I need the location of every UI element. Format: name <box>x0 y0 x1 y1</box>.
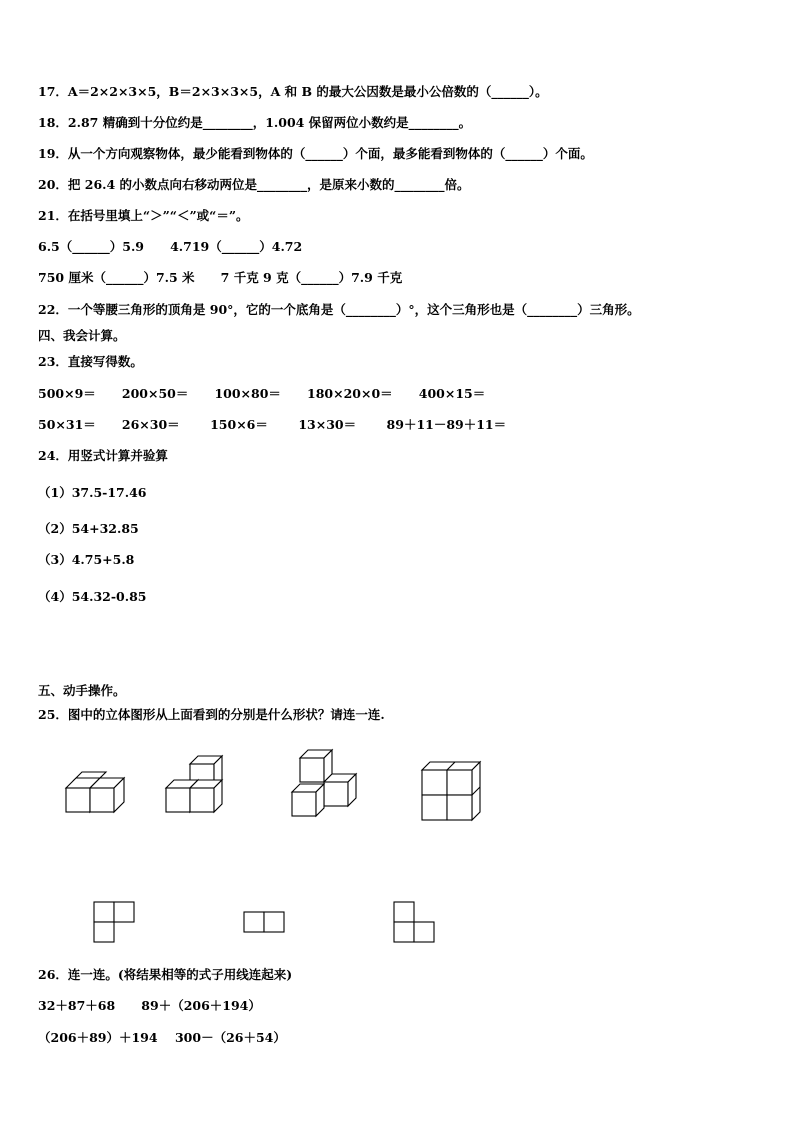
question-20: 20．把 26.4 的小数点向右移动两位是________，是原来小数的________倍。 <box>38 177 470 192</box>
cube-top <box>300 750 332 782</box>
section-5-heading: 五、动手操作。 <box>38 683 126 698</box>
cube-figure-3 <box>290 748 360 820</box>
section-4-heading: 四、我会计算。 <box>38 328 126 343</box>
cube-front-right-top <box>447 770 472 795</box>
question-24-item-2: （2）54+32.85 <box>38 521 139 536</box>
cube-figure-1 <box>60 768 130 816</box>
cube-front-left-top <box>422 770 447 795</box>
cube-figure-4 <box>420 760 484 826</box>
question-21: 21．在括号里填上“＞”“＜”或“＝”。 <box>38 208 249 223</box>
question-26: 26．连一连。(将结果相等的式子用线连起来) <box>38 967 293 982</box>
question-24: 24．用竖式计算并验算 <box>38 448 168 463</box>
cube-right <box>90 778 124 812</box>
question-22: 22．一个等腰三角形的顶角是 90°，它的一个底角是（________）°，这个三角形也是（________）三角形。 <box>38 302 640 317</box>
question-19: 19．从一个方向观察物体，最少能看到物体的（______）个面，最多能看到物体的（______）个面。 <box>38 146 593 161</box>
cube-figure-2 <box>162 752 232 818</box>
question-21-row-1: 6.5（______）5.9 4.719（______）4.72 <box>38 239 303 254</box>
top-view-shape-3 <box>393 901 437 945</box>
question-18: 18．2.87 精确到十分位约是________，1.004 保留两位小数约是________。 <box>38 115 472 130</box>
question-23-row-2: 50×31＝ 26×30＝ 150×6＝ 13×30＝ 89＋11－89＋11＝ <box>38 417 507 432</box>
question-17: 17．A＝2×2×3×5，B＝2×3×3×5，A 和 B 的最大公因数是最小公倍数的（______）。 <box>38 84 548 99</box>
question-23-row-1: 500×9＝ 200×50＝ 100×80＝ 180×20×0＝ 400×15＝ <box>38 386 486 401</box>
cube-front-right-bottom <box>447 795 472 820</box>
question-25: 25．图中的立体图形从上面看到的分别是什么形状？请连一连. <box>38 707 385 722</box>
question-24-item-1: （1）37.5-17.46 <box>38 485 147 500</box>
question-24-item-4: （4）54.32-0.85 <box>38 589 147 604</box>
question-24-item-3: （3）4.75+5.8 <box>38 552 135 567</box>
question-21-row-2: 750 厘米（______）7.5 米 7 千克 9 克（______）7.9 千克 <box>38 270 403 285</box>
question-26-row-2: （206＋89）＋194 300－（26＋54） <box>38 1030 286 1045</box>
question-26-row-1: 32＋87＋68 89＋（206＋194） <box>38 998 261 1013</box>
top-view-shape-1 <box>93 901 137 945</box>
cube-right <box>324 774 356 806</box>
top-view-shape-2 <box>243 911 287 935</box>
cube-front <box>292 784 324 816</box>
question-23: 23．直接写得数。 <box>38 354 143 369</box>
cube-front-left-bottom <box>422 795 447 820</box>
cube-bottom-right <box>190 780 222 812</box>
